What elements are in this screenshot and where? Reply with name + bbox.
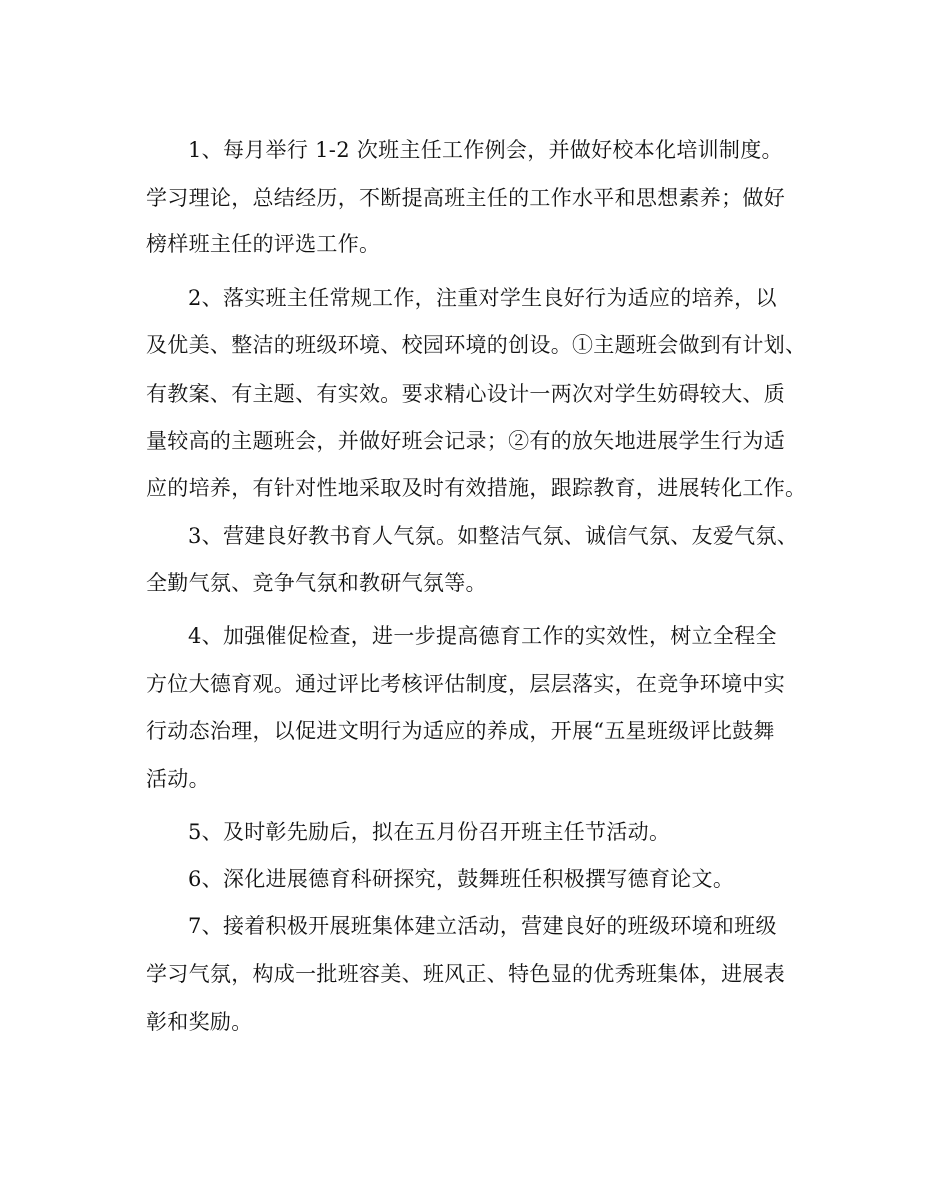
text-line: 量较高的主题班会，并做好班会记录；②有的放矢地进展学生行为适: [146, 429, 785, 453]
text-line: 有教案、有主题、有实效。要求精心设计一两次对学生妨碍较大、质: [146, 382, 785, 406]
text-line: 2、落实班主任常规工作，注重对学生良好行为适应的培养，以: [188, 286, 777, 310]
text-line: 6、深化进展德育科研探究，鼓舞班任积极撰写德育论文。: [188, 867, 735, 891]
text-line: 4、加强催促检查，进一步提高德育工作的实效性，树立全程全: [188, 624, 777, 648]
text-line: 5、及时彰先励后，拟在五月份召开班主任节活动。: [188, 820, 671, 844]
text-line: 应的培养，有针对性地采取及时有效措施，跟踪教育，进展转化工作。: [146, 476, 807, 500]
text-line: 彰和奖励。: [146, 1010, 253, 1034]
text-line: 1、每月举行 1-2 次班主任工作例会，并做好校本化培训制度。: [188, 138, 783, 162]
text-line: 学习气氛，构成一批班容美、班风正、特色显的优秀班集体，进展表: [146, 962, 785, 986]
text-line: 方位大德育观。通过评比考核评估制度，层层落实，在竞争环境中实: [146, 672, 785, 696]
text-line: 活动。: [146, 767, 210, 791]
text-line: 7、接着积极开展班集体建立活动，营建良好的班级环境和班级: [188, 914, 777, 938]
text-line: 榜样班主任的评选工作。: [146, 232, 381, 256]
text-line: 行动态治理，以促进文明行为适应的养成，开展“五星班级评比鼓舞: [146, 719, 775, 743]
text-line: 学习理论，总结经历，不断提高班主任的工作水平和思想素养；做好: [146, 186, 785, 210]
text-line: 及优美、整洁的班级环境、校园环境的创设。①主题班会做到有计划、: [146, 333, 807, 357]
text-line: 全勤气氛、竞争气氛和教研气氛等。: [146, 571, 487, 595]
text-line: 3、营建良好教书育人气氛。如整洁气氛、诚信气氛、友爱气氛、: [188, 524, 799, 548]
